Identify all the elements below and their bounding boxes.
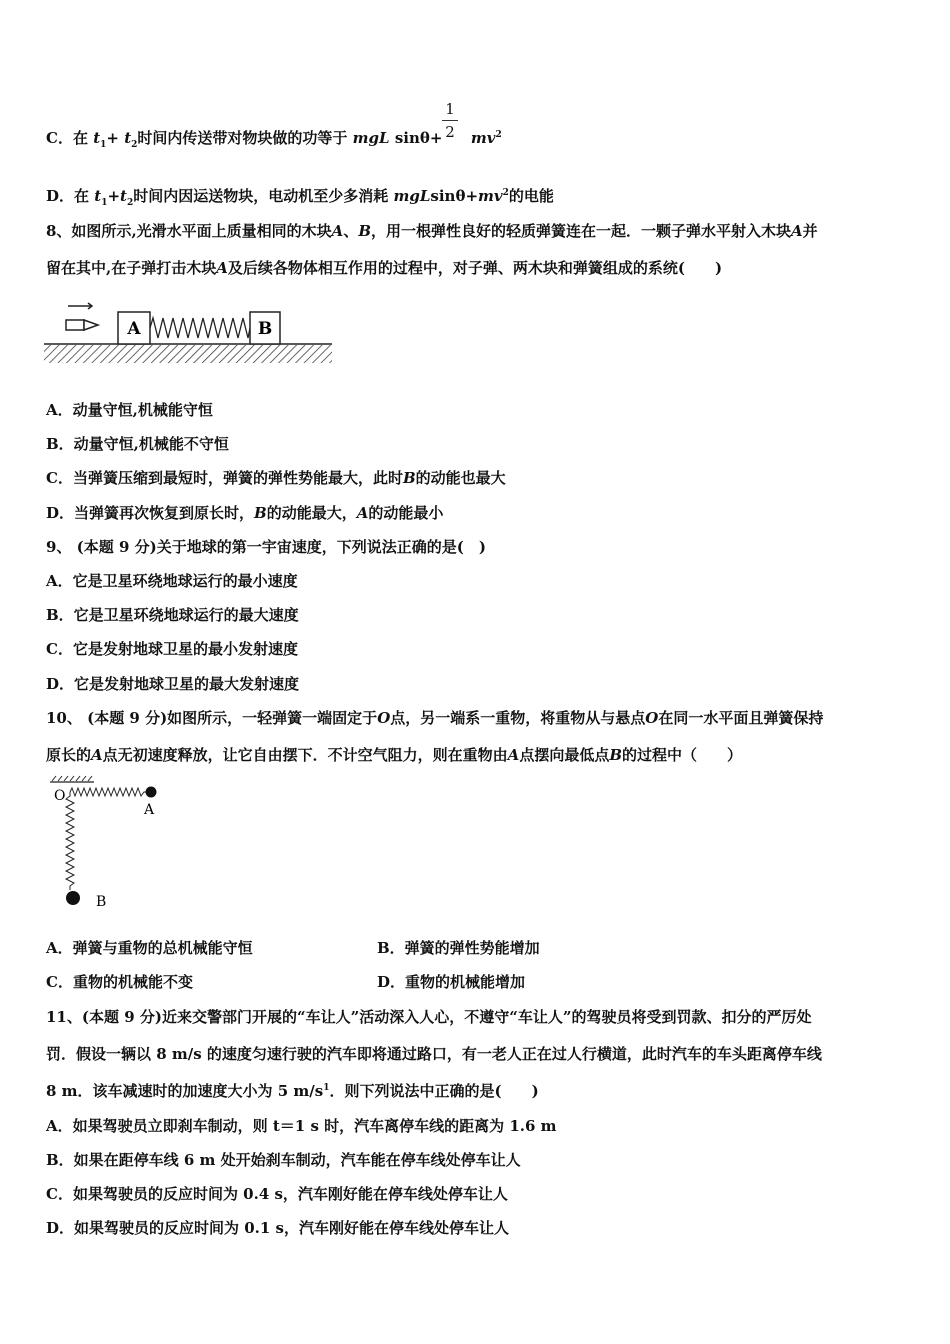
q9-stem: 9、 (本题 9 分)关于地球的第一宇宙速度，下列说法正确的是( ) — [46, 538, 486, 556]
one-half-fraction: 1 2 — [442, 100, 458, 141]
q11-stem-line2: 罚．假设一辆以 8 m/s 的速度匀速行驶的汽车即将通过路口，有一老人正在过人行横道，此时汽车的车头距离停车线 — [46, 1045, 822, 1063]
point-a-label: A — [144, 802, 155, 818]
q8-stem-line1: 8、如图所示,光滑水平面上质量相同的木块A、B，用一根弹性良好的轻质弹簧连在一起．一颗子弹水平射入木块A并 — [46, 222, 818, 240]
q10-option-c: C．重物的机械能不变 — [46, 973, 193, 991]
bullet-icon — [66, 303, 98, 330]
q11-option-c: C．如果驾驶员的反应时间为 0.4 s，汽车刚好能在停车线处停车让人 — [46, 1185, 508, 1203]
q11-option-d: D．如果驾驶员的反应时间为 0.1 s，汽车刚好能在停车线处停车让人 — [46, 1219, 509, 1237]
horizontal-spring — [70, 788, 148, 796]
q9-option-b: B．它是卫星环绕地球运行的最大速度 — [46, 606, 299, 624]
point-b-label: B — [96, 894, 107, 910]
ground-hatch — [44, 345, 332, 363]
q8-option-b: B．动量守恒,机械能不守恒 — [46, 435, 229, 453]
q11-option-b: B．如果在距停车线 6 m 处开始刹车制动，汽车能在停车线处停车让人 — [46, 1151, 521, 1169]
q7-option-c: C．在 $t_1+ t_2$时间内传送带对物块做的功等于 mgL $\sin\theta+ mv^2$ — [46, 129, 502, 150]
weight-a — [146, 787, 157, 798]
q10-option-a: A．弹簧与重物的总机械能守恒 — [46, 939, 253, 957]
q8-option-d: D．当弹簧再次恢复到原长时，B的动能最大，A的动能最小 — [46, 504, 444, 522]
q11-option-a: A．如果驾驶员立即刹车制动，则 t＝1 s 时，汽车离停车线的距离为 1.6 m — [46, 1117, 557, 1135]
q8-option-a: A．动量守恒,机械能守恒 — [46, 401, 213, 419]
q10-option-b: B．弹簧的弹性势能增加 — [377, 939, 540, 957]
block-a-label: A — [127, 319, 141, 339]
q11-stem-line1: 11、(本题 9 分)近来交警部门开展的“车让人”活动深入人心，不遵守“车让人”的驾驶员将受到罚款、扣分的严厉处 — [46, 1008, 812, 1026]
q8-option-c: C．当弹簧压缩到最短时，弹簧的弹性势能最大，此时B的动能也最大 — [46, 469, 506, 487]
q8-stem-line2: 留在其中,在子弹打击木块A及后续各物体相互作用的过程中，对子弹、两木块和弹簧组成的系统( ) — [46, 259, 723, 277]
q10-stem-line1: 10、 (本题 9 分)如图所示，一轻弹簧一端固定于O点，另一端系一重物，将重物从与悬点O在同一水平面且弹簧保持 — [46, 709, 824, 727]
vertical-spring — [66, 792, 74, 890]
q8-figure — [44, 300, 334, 368]
q10-stem-line2: 原长的A点无初速度释放，让它自由摆下．不计空气阻力，则在重物由A点摆向最低点B的过程中（ ） — [46, 746, 743, 764]
spring — [150, 318, 250, 338]
q10-option-d: D．重物的机械能增加 — [377, 973, 526, 991]
q7-option-d: D．在 $t_1+t_2$时间内因运送物块，电动机至少多消耗 $mgLsin\theta+mv^2$的电能 — [46, 187, 554, 208]
q9-option-c: C．它是发射地球卫星的最小发射速度 — [46, 640, 298, 658]
weight-b — [66, 891, 80, 905]
q11-stem-line3: 8 m．该车减速时的加速度大小为 5 $m/s^1$．则下列说法中正确的是( ) — [46, 1082, 539, 1100]
block-b-label: B — [257, 319, 273, 339]
q10-figure — [44, 772, 174, 912]
point-o-label: O — [54, 788, 66, 804]
q9-option-d: D．它是发射地球卫星的最大发射速度 — [46, 675, 300, 693]
q9-option-a: A．它是卫星环绕地球运行的最小速度 — [46, 572, 298, 590]
